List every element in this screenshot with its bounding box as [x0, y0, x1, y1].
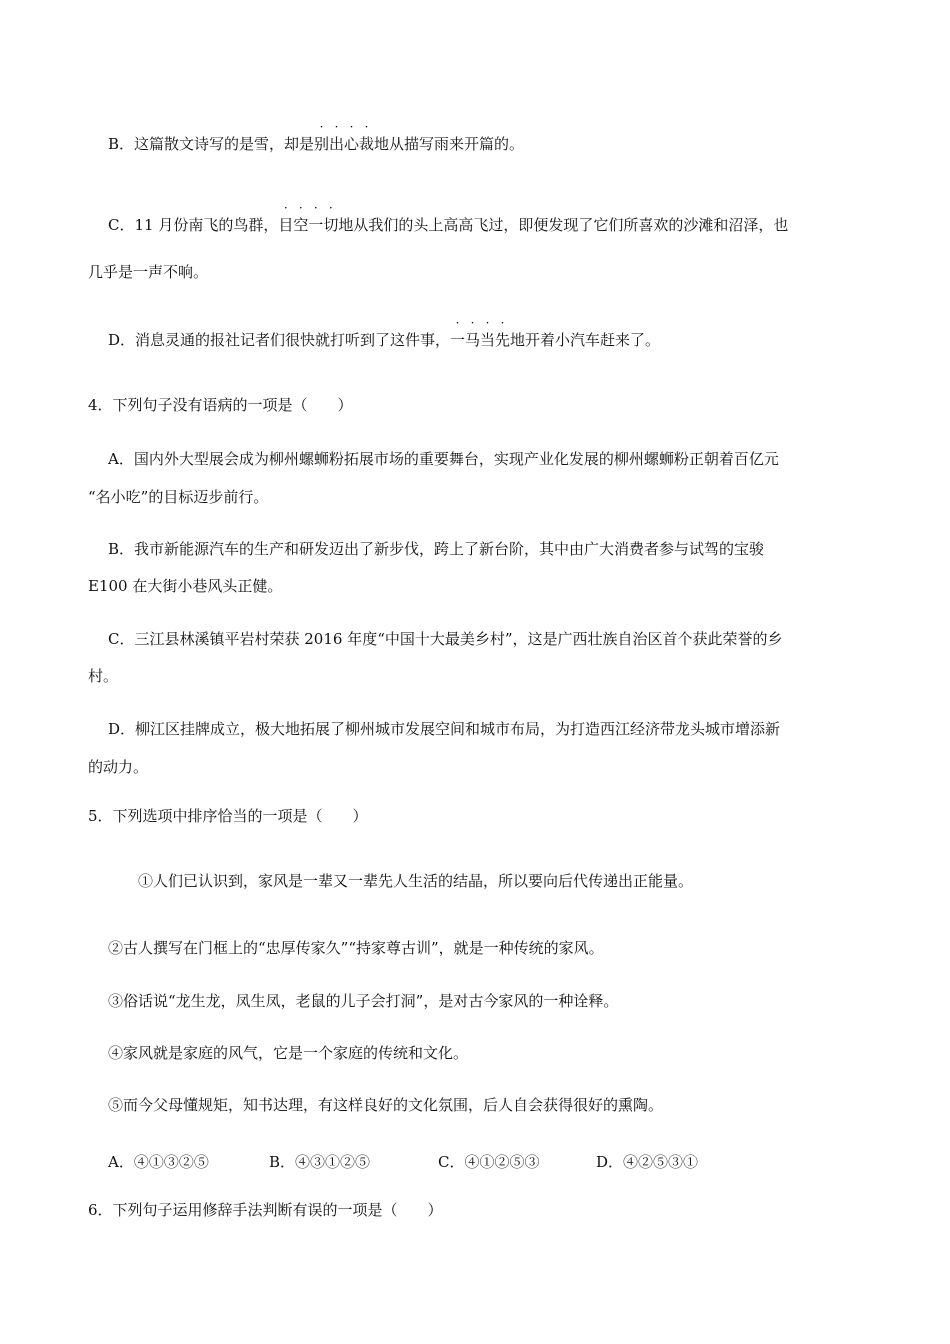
q5-option-c: C．④①②⑤③	[438, 1153, 540, 1171]
q5-sentence-3: ③俗话说“龙生龙，凤生凤，老鼠的儿子会打洞”，是对古今家风的一种诠释。	[108, 992, 619, 1010]
q5-sentence-2: ②古人撰写在门框上的“忠厚传家久”“持家尊古训”，就是一种传统的家风。	[108, 939, 604, 957]
emphasized-phrase: · · · · 别出心裁	[314, 120, 375, 153]
emphasized-phrase: · · · · 一马当先	[450, 316, 511, 349]
q4-option-d: D．柳江区挂牌成立，极大地拓展了柳州城市发展空间和城市布局，为打造西江经济带龙头城市增添新	[108, 720, 781, 738]
q4-option-a: A．国内外大型展会成为柳州螺蛳粉拓展市场的重要舞台，实现产业化发展的柳州螺蛳粉正朝着百亿元	[108, 450, 779, 468]
question-5-stem: 5．下列选项中排序恰当的一项是（ ）	[88, 807, 368, 825]
q4-option-d-continued: 的动力。	[88, 758, 149, 776]
emphasis-dots: · · · ·	[319, 120, 369, 134]
q4-option-c: C．三江县林溪镇平岩村荣获 2016 年度“中国十大最美乡村”，这是广西壮族自治区首个获此荣誉的乡	[108, 630, 783, 648]
q5-sentence-5: ⑤而今父母懂规矩，知书达理，有这样良好的文化氛围，后人自会获得很好的熏陶。	[108, 1096, 664, 1114]
q3-option-c-continued: 几乎是一声不响。	[88, 263, 209, 281]
q4-option-b: B．我市新能源汽车的生产和研发迈出了新步伐，跨上了新台阶，其中由广大消费者参与试驾的宝骏	[108, 540, 765, 558]
question-6-stem: 6．下列句子运用修辞手法判断有误的一项是（ ）	[88, 1201, 443, 1219]
q4-option-a-continued: “名小吃”的目标迈步前行。	[88, 488, 269, 506]
q4-option-b-continued: E100 在大街小巷风头正健。	[88, 577, 283, 595]
question-4-stem: 4．下列句子没有语病的一项是（ ）	[88, 396, 353, 414]
q5-option-a: A．④①③②⑤	[108, 1153, 209, 1171]
q4-option-c-continued: 村。	[88, 667, 119, 685]
q5-sentence-1: ①人们已认识到，家风是一辈又一辈先人生活的结晶，所以要向后代传递出正能量。	[138, 872, 694, 890]
q3-option-d: D．消息灵通的报社记者们很快就打听到了这件事， · · · · 一马当先地开着小汽车赶来了。	[108, 316, 661, 349]
emphasis-dots: · · · ·	[283, 201, 333, 215]
q5-sentence-4: ④家风就是家庭的风气，它是一个家庭的传统和文化。	[108, 1044, 469, 1062]
q5-option-d: D．④②⑤③①	[596, 1153, 699, 1171]
q5-option-b: B．④③①②⑤	[269, 1153, 371, 1171]
q5-options	[108, 1151, 808, 1171]
emphasized-phrase: · · · · 目空一切	[278, 201, 339, 234]
emphasis-dots: · · · ·	[455, 316, 505, 330]
q3-option-c: C．11 月份南飞的鸟群， · · · · 目空一切地从我们的头上高高飞过，即便发现了它们所喜欢的沙滩和沼泽，也	[108, 201, 789, 234]
q3-option-b: B．这篇散文诗写的是雪，却是 · · · · 别出心裁地从描写雨来开篇的。	[108, 120, 525, 153]
